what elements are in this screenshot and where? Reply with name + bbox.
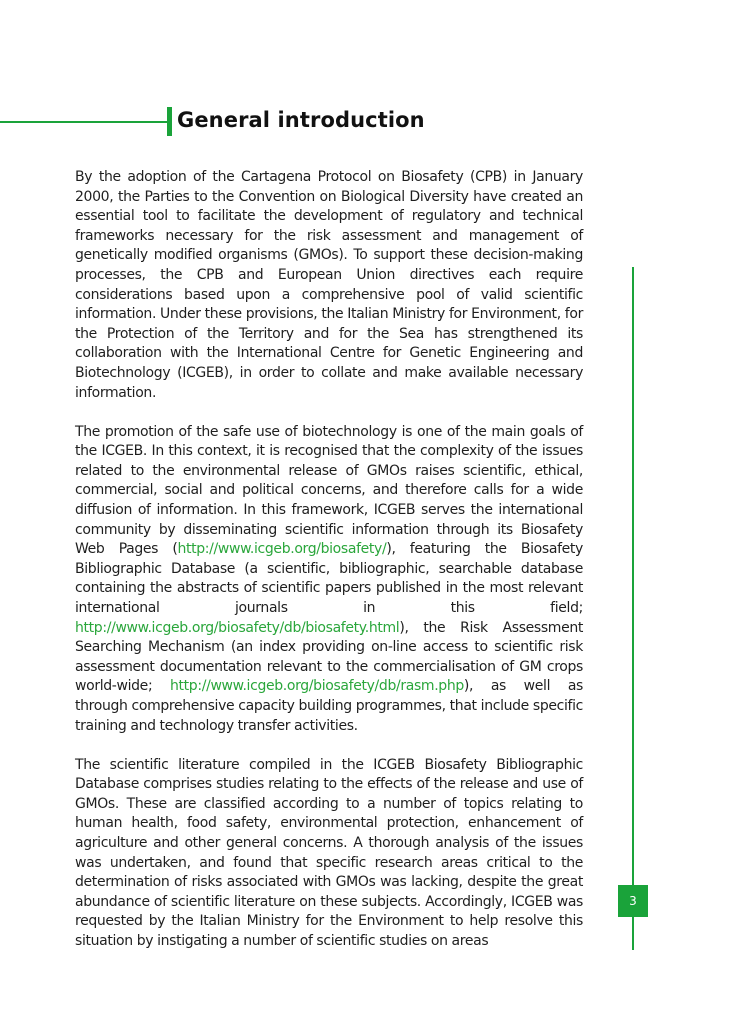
heading-rule bbox=[0, 121, 168, 123]
page-number: 3 bbox=[629, 894, 637, 908]
body-text bbox=[75, 168, 583, 971]
section-heading: General introduction bbox=[177, 108, 425, 132]
rasm-link[interactable]: http://www.icgeb.org/biosafety/db/rasm.php bbox=[170, 678, 464, 695]
paragraph-text: ), featuring the Biosafety Bibliographic Database (a scientific, bibliographic, searchable database containing the abstracts of scientific papers published in the most relevant international journals in this field; bbox=[75, 541, 583, 616]
paragraph-icgeb-biosafety bbox=[75, 423, 583, 737]
margin-rule bbox=[632, 267, 634, 950]
paragraph-text: ), as well as through comprehensive capacity building programmes, that include specific training and technology transfer activities. bbox=[75, 678, 583, 734]
biosafety-web-pages-link[interactable]: http://www.icgeb.org/biosafety/ bbox=[177, 541, 387, 558]
heading-accent-bar bbox=[167, 107, 172, 136]
paragraph-text: The promotion of the safe use of biotechnology is one of the main goals of the ICGEB. In this context, it is recognised that the complexity of the issues related to the environmental release of GMOs raises scientific, ethical, commercial, social and political concerns, and therefore calls for a wide diffusion of information. In this framework, ICGEB serves the international community by disseminating scientific information through its Biosafety Web Pages ( bbox=[75, 423, 583, 558]
page-number-badge bbox=[618, 885, 648, 917]
paragraph-scientific-literature: The scientific literature compiled in the ICGEB Biosafety Bibliographic Database comprises studies relating to the effects of the release and use of GMOs. These are classified according to a number of topics relating to human health, food safety, environmental protection, enhancement of agriculture and other general concerns. A thorough analysis of the issues was undertaken, and found that specific research areas critical to the determination of risks associated with GMOs was lacking, despite the great abundance of scientific literature on these subjects. Accordingly, ICGEB was requested by the Italian Ministry for the Environment to help resolve this situation by instigating a number of scientific studies on areas bbox=[75, 756, 583, 949]
paragraph-text: ), the Risk Assessment Searching Mechanism (an index providing on-line access to scientific risk assessment documentation relevant to the commercialisation of GM crops world-wide; bbox=[75, 619, 583, 695]
biosafety-database-link[interactable]: http://www.icgeb.org/biosafety/db/biosafety.html bbox=[75, 619, 400, 636]
paragraph-cartagena: By the adoption of the Cartagena Protocol on Biosafety (CPB) in January 2000, the Parties to the Convention on Biological Diversity have created an essential tool to facilitate the development of regulatory and technical frameworks necessary for the risk assessment and management of genetically modified organisms (GMOs). To support these decision-making processes, the CPB and European Union directives each require considerations based upon a comprehensive pool of valid scientific information. Under these provisions, the Italian Ministry for Environment, for the Protection of the Territory and for the Sea has strengthened its collaboration with the International Centre for Genetic Engineering and Biotechnology (ICGEB), in order to collate and make available necessary information. bbox=[75, 169, 583, 401]
